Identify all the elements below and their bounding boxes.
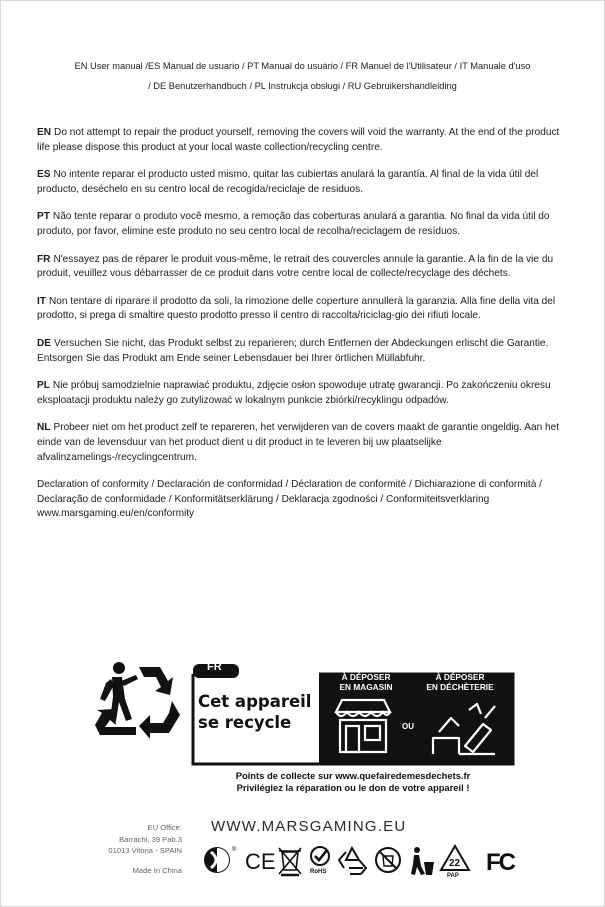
paragraph-text: N'essayez pas de réparer le produit vous-même, le retrait des couvercles annule la garantie. A la fin de la vie du produit, veuillez vous débarrasser de ce produit dans votre centre local de collecte/recyclage des déchets. — [37, 253, 554, 280]
paragraph-es — [37, 168, 575, 197]
recycle-icon — [339, 848, 366, 874]
paragraph-text: No intente reparar el producto usted mismo, quitar las cubiertas anulará la garantía. Al final de la vida útil del producto, deséchelo en su centro local de recogida/reciclaje de residuos. — [37, 169, 539, 195]
do-not-dispose-icon — [376, 848, 400, 872]
lang-code: NL — [37, 422, 51, 434]
weee-bin-icon — [279, 848, 301, 875]
pap-label: PAP — [447, 873, 459, 878]
svg-text:®: ® — [232, 847, 237, 853]
paragraph-en — [37, 126, 575, 155]
paragraph-text: Versuchen Sie nicht, das Produkt selbst zu reparieren; durch Entfernen der Abdeckungen erlischt die Garantie. Entsorgen Sie das Produkt am Ende seiner Lebensdauer bei Ihrer örtlichen Müllabfuhr. — [37, 337, 549, 364]
rohs-icon — [310, 847, 329, 875]
paragraph-pl — [37, 379, 575, 408]
paragraph-de — [37, 337, 575, 366]
paragraph-nl — [37, 421, 575, 465]
paragraph-text: Non tentare di riparare il prodotto da soli, la rimozione delle coperture annullerà la garanzia. Alla fine della vita del prodotto, si prega di smaltire questo prodotto presso il centro di raccolta/riciclag-gio dei rifiuti locale. — [37, 295, 556, 322]
fr-collection-note — [191, 770, 515, 794]
lang-code: PT — [37, 211, 50, 223]
office-label: EU Office: — [147, 823, 182, 832]
certification-marks — [203, 842, 533, 878]
fr-tag: FR — [207, 661, 222, 673]
manual-language-header — [24, 56, 581, 96]
green-dot-icon — [204, 846, 237, 873]
paragraph-pt — [37, 210, 575, 239]
paragraph-text: Do not attempt to repair the product yourself, removing the covers will void the warranty. At the end of the product life please dispose this product at your local waste collection/recycling centre. — [37, 127, 560, 153]
paragraph-it — [37, 295, 575, 324]
office-street: Barrachi, 39 Pab.3 — [119, 834, 182, 844]
lang-code: FR — [37, 253, 51, 265]
pap-recycle-icon — [441, 846, 469, 878]
ce-mark: CE — [245, 849, 276, 874]
tidy-man-icon — [411, 847, 434, 875]
fr-recycling-info — [191, 660, 515, 766]
fr-collection-url: Points de collecte sur www.quefairedemesdechets.fr — [235, 770, 471, 781]
header-line-1: EN User manual /ES Manual de usuario / PT Manual do usuário / FR Manuel de l'Utilisateur / IT Manuale d'uso — [74, 61, 531, 71]
triman-recycle-icon — [92, 655, 182, 739]
website-url: WWW.MARSGAMING.EU — [211, 818, 407, 835]
paragraph-fr — [37, 253, 575, 282]
conformity-declaration: Declaration of conformity / Declaración de conformidad / Déclaration de conformité / Dichiarazione di conformità / Declaração de conformidade / Konformitätserklärung / Deklaracja zgodności / Conformiteitsverklaring www.marsgaming.eu/en/conformity — [37, 479, 542, 520]
eu-office-address — [60, 822, 182, 876]
lang-code: IT — [37, 295, 46, 307]
shop-icon — [332, 698, 394, 754]
fr-dump-label — [410, 672, 510, 692]
pap-number: 22 — [449, 858, 461, 869]
made-in: Made In China — [132, 865, 182, 875]
waste-disposal-icon — [429, 698, 499, 756]
office-city: 01013 Vitoria - SPAIN — [108, 846, 182, 855]
fr-repair-note: Privilégiez la réparation ou le don de votre appareil ! — [236, 782, 470, 793]
lang-code: DE — [37, 337, 52, 349]
fr-store-label — [321, 672, 411, 692]
fr-store-label-line-1: À DÉPOSER — [341, 672, 391, 682]
lang-code: EN — [37, 127, 52, 138]
fc-mark: FC — [486, 849, 514, 876]
fr-store-label-line-2: EN MAGASIN — [339, 682, 393, 692]
fr-title — [198, 691, 311, 733]
lang-code: ES — [37, 169, 51, 181]
fr-dump-label-line-2: EN DÉCHÈTERIE — [426, 682, 494, 692]
fr-or-label: OU — [402, 722, 414, 731]
paragraph-text: Probeer niet om het product zelf te repareren, het verwijderen van de covers maakt de garantie ongeldig. Aan het einde van de levensduur van het product dient u dit product in te leveren bij uw plaatselijke afvalinzamelings-/recyclingcentrum. — [37, 422, 560, 463]
fr-title-line-1: Cet appareil — [198, 692, 312, 711]
header-line-2: / DE Benutzerhandbuch / PL Instrukcja obsługi / RU Gebruikershandleiding — [148, 81, 457, 91]
paragraph-text: Nie próbuj samodzielnie naprawiać produktu, zdjęcie osłon spowoduje utratę gwarancji. Po zakończeniu okresu eksploatacji produktu należy go zutylizować w lokalnym punkcie zbiórki/recyklingu odpadów. — [37, 380, 551, 406]
paragraph-text: Não tente reparar o produto você mesmo, a remoção das coberturas anulará a garantia. No final da vida útil do produto, por favor, elimine este produto no seu centro local de recolha/reciclagem de resíduos. — [37, 211, 550, 237]
rohs-label: RoHS — [310, 869, 327, 875]
lang-code: PL — [37, 380, 50, 392]
warranty-instructions — [37, 126, 575, 535]
fr-dump-label-line-1: À DÉPOSER — [435, 672, 485, 682]
fr-title-line-2: se recycle — [198, 713, 292, 732]
